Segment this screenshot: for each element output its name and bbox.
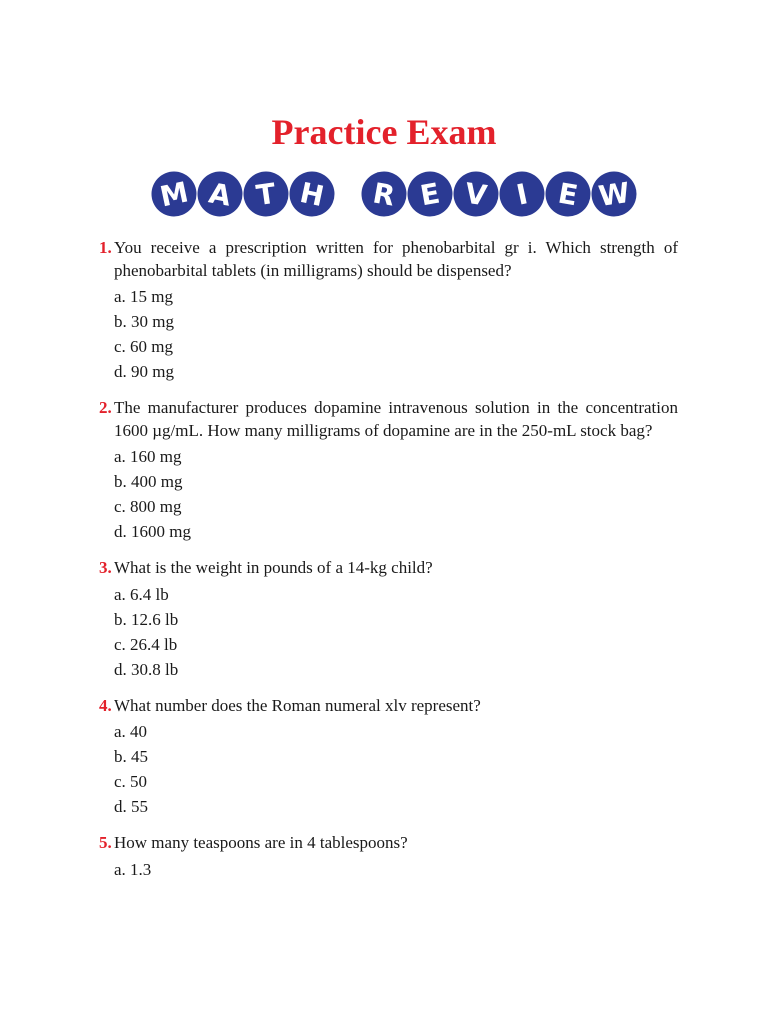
answer-options: [96, 719, 678, 819]
answer-options: [96, 444, 678, 544]
answer-options: [96, 857, 678, 882]
answer-options: [96, 284, 678, 384]
question-number: 5.: [99, 833, 112, 852]
question-stem: [96, 695, 678, 718]
badge-letter: E: [417, 176, 443, 213]
question-text: What is the weight in pounds of a 14-kg child?: [114, 558, 433, 577]
badge-letter: I: [513, 177, 531, 212]
question-text: You receive a prescription written for phenobarbital gr i. Which strength of phenobarbital tablets (in milligrams) should be dispensed?: [114, 238, 678, 280]
letter-badge: [152, 172, 197, 217]
question-stem: [96, 397, 678, 442]
answer-option: b. 45: [114, 747, 148, 766]
question-2: [96, 397, 678, 544]
letter-badge: [454, 172, 499, 217]
question-text: How many teaspoons are in 4 tablespoons?: [114, 833, 408, 852]
question-stem: [96, 557, 678, 580]
answer-options: [96, 582, 678, 682]
question-number: 3.: [99, 558, 112, 577]
answer-option: c. 26.4 lb: [114, 634, 178, 654]
question-list: [96, 237, 678, 895]
letter-badge: [592, 172, 637, 217]
answer-option: d. 1600 mg: [114, 522, 191, 541]
letter-badge: [362, 172, 407, 217]
badge-letter: V: [462, 176, 489, 213]
question-stem: [96, 237, 678, 282]
page-title: Practice Exam: [271, 112, 497, 152]
badge-letter: T: [254, 176, 278, 213]
question-3: [96, 557, 678, 682]
badge-letter: A: [206, 176, 234, 213]
question-4: [96, 695, 678, 820]
letter-badge: [290, 172, 335, 217]
badge-letter: E: [555, 176, 581, 213]
answer-option: a. 6.4 lb: [114, 584, 169, 604]
answer-option: a. 40: [114, 722, 148, 741]
question-number: 2.: [99, 398, 112, 417]
question-1: [96, 237, 678, 384]
answer-option: a. 15 mg: [114, 287, 174, 306]
question-stem: [96, 832, 678, 855]
answer-option: a. 1.3: [114, 859, 152, 879]
math-review-banner: [146, 166, 632, 222]
letter-badge: [198, 172, 243, 217]
answer-option: b. 12.6 lb: [114, 609, 179, 629]
answer-option: b. 400 mg: [114, 472, 183, 491]
question-text: What number does the Roman numeral xlv represent?: [114, 695, 481, 715]
answer-option: c. 50: [114, 772, 148, 791]
answer-option: d. 90 mg: [114, 362, 174, 381]
answer-option: c. 800 mg: [114, 497, 182, 516]
question-number: 1.: [99, 238, 112, 257]
badge-letter: H: [297, 175, 327, 214]
question-5: [96, 832, 678, 882]
math-review-badges: [146, 166, 632, 222]
question-text: The manufacturer produces dopamine intravenous solution in the concentration 1600 µg/mL. How many milligrams of dopamine are in the 250-mL stock bag?: [114, 398, 678, 440]
letter-badge: [500, 172, 545, 217]
answer-option: c. 60 mg: [114, 337, 174, 356]
answer-option: a. 160 mg: [114, 447, 182, 466]
badge-letter: R: [370, 176, 398, 213]
question-number: 4.: [99, 695, 112, 715]
letter-badge: [546, 172, 591, 217]
letter-badge: [408, 172, 453, 217]
badge-letter: M: [157, 175, 192, 214]
letter-badge: [244, 172, 289, 217]
answer-option: d. 30.8 lb: [114, 659, 179, 679]
answer-option: b. 30 mg: [114, 312, 174, 331]
badge-letter: W: [596, 176, 632, 213]
answer-option: d. 55: [114, 797, 148, 816]
